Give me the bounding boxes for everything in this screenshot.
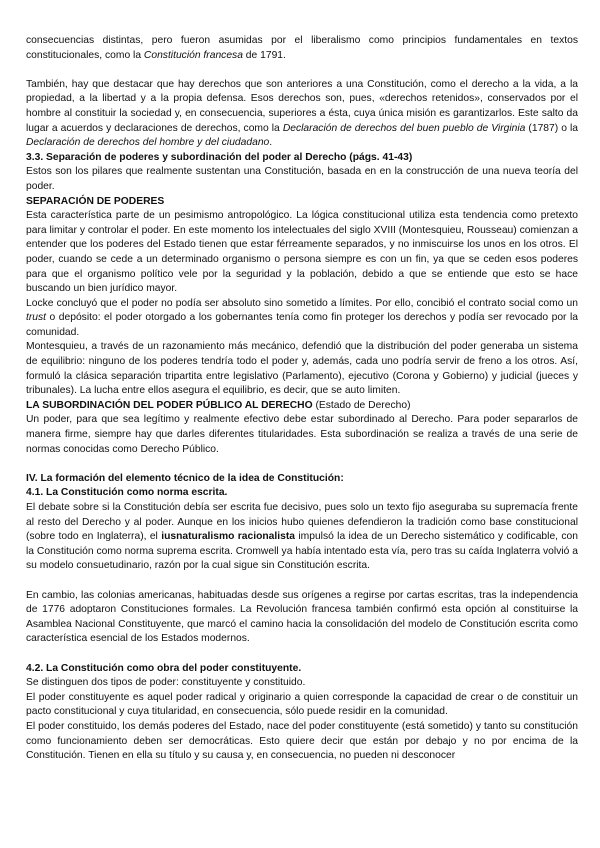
italic-text: Declaración de derechos del hombre y del ciudadano	[26, 137, 270, 149]
separacion-paragraph-montesquieu: Montesquieu, a través de un razonamiento más mecánico, defendió que la distribución del poder generaba un sistema de equilibrio: ninguno de los poderes tendría todo el poder y, además, cada uno podría servir de freno a los otros. Así, formuló la clásica separación tripartita entre legislativo (Parlamento), ejecutivo (Corona y Gobierno) y judicial (jueces y tribunales). La lucha entre ellos asegura el equilibrio, es decir, que se auto limiten.	[26, 341, 578, 397]
italic-text: trust	[26, 312, 47, 324]
text-run: o depósito: el poder otorgado a los gobernantes tenía como fin proteger los derechos y podía ser revocado por la comunidad.	[26, 312, 578, 338]
spacer	[26, 647, 578, 662]
italic-text: Declaración de derechos del buen pueblo de Virginia	[282, 122, 526, 134]
text-run: impulsó la idea de un Derecho sistemático y codificable, con la Constitución como norma suprema escrita. Cromwell ya había intentado esta vía, pero tras su caída Inglaterra volvió a su modelo consuetudinario, razón por la cual sigue sin Constitución escrita.	[26, 531, 578, 572]
intro-paragraph-2	[26, 78, 578, 151]
section-4-1-paragraph-1	[26, 501, 578, 574]
text-run: También, hay que destacar que hay derechos que son anteriores a una Constitución, como el derecho a la vida, a la propiedad, a la libertad y a la propia defensa. Esos derechos son, pues, «derechos retenidos», conservados por el hombre al constituir la sociedad y, en consecuencia, superiores a ésta, cuya única misión es garantizarlos. Este salto da lugar a acuerdos y declaraciones de derechos, como la	[26, 78, 578, 134]
subordinacion-paragraph: Un poder, para que sea legítimo y realmente efectivo debe estar subordinado al Derecho. Para poder separarlos de manera firme, siempre hay que darles diferentes titularidades. Esta subordinación se realiza a través de una serie de normas conocidas como Derecho Público.	[26, 414, 578, 455]
bold-text: iusnaturalismo racionalista	[161, 531, 296, 543]
text-run: (1787) o la	[525, 122, 578, 134]
section-iv-heading: IV. La formación del elemento técnico de la idea de Constitución:	[26, 472, 344, 484]
spacer	[26, 63, 578, 78]
separacion-paragraph-locke	[26, 297, 578, 341]
document-page	[26, 34, 578, 764]
section-4-2-paragraph-2: El poder constituyente es aquel poder radical y originario a quien corresponde la capacidad de crear o de constituir un pacto constitucional y cuya titularidad, en consecuencia, sólo puede residir en la comunidad.	[26, 691, 578, 718]
section-3-3-paragraph-1: Estos son los pilares que realmente sustentan una Constitución, basada en en la construcción de una nueva teoría del poder.	[26, 166, 578, 192]
intro-paragraph-1	[26, 34, 578, 63]
separacion-poderes-heading: SEPARACIÓN DE PODERES	[26, 195, 165, 207]
section-4-2-paragraph-3: El poder constituido, los demás poderes del Estado, nace del poder constituyente (está sometido) y tanto su constitución como funcionamiento deben ser democráticas. Esto quiere decir que están por debajo y no por encima de la Constitución. Tienen en ella su título y su causa y, en consecuencia, no pueden ni desconocer	[26, 720, 578, 762]
section-4-2-heading: 4.2. La Constitución como obra del poder constituyente.	[26, 662, 302, 674]
spacer	[26, 574, 578, 589]
section-4-2-paragraph-1: Se distinguen dos tipos de poder: constituyente y constituido.	[26, 677, 306, 689]
subordinacion-heading: LA SUBORDINACIÓN DEL PODER PÚBLICO AL DERECHO	[26, 399, 313, 411]
subordinacion-heading-line	[26, 399, 578, 414]
italic-text: Constitución francesa	[143, 49, 243, 61]
section-4-1-heading: 4.1. La Constitución como norma escrita.	[26, 487, 228, 499]
spacer	[26, 457, 578, 472]
text-run: El debate sobre si la Constitución debía ser escrita fue decisivo, pues solo un texto fijo aseguraba su supremacía frente al resto del Derecho y al poder. Aunque en los inicios hubo quienes defendieron la tradición como base constitucional (sobre todo en Inglaterra), el	[26, 502, 578, 543]
section-3-3-heading: 3.3. Separación de poderes y subordinación del poder al Derecho (págs. 41-43)	[26, 151, 413, 163]
text-run: de 1791.	[242, 49, 286, 61]
text-run: .	[269, 137, 273, 149]
text-run: consecuencias distintas, pero fueron asumidas por el liberalismo como principios fundamentales en textos constitucionales, como la	[26, 35, 578, 61]
separacion-paragraph-1: Esta característica parte de un pesimismo antropológico. La lógica constitucional utiliza esta tendencia como pretexto para limitar y controlar el poder. En este momento los intelectuales del siglo XVIII (Montesquieu, Rousseau) comienzan a entender que los poderes del Estado tienen que estar férreamente separados, y no inmiscuirse los unos en los otros. El poder, cuando se cede a un determinado organismo o persona siempre es con un fin, ya que se ceden esos poderes para que el organismo político vele por la seguridad y la población, debido a que se entiende que esto se hace buscando un bien jurídico mayor.	[26, 210, 578, 295]
subordinacion-heading-note: (Estado de Derecho)	[312, 399, 411, 411]
text-run: Locke concluyó que el poder no podía ser absoluto sino sometido a límites. Por ello, concibió el contrato social como un	[26, 297, 578, 309]
section-4-1-paragraph-2: En cambio, las colonias americanas, habituadas desde sus orígenes a regirse por cartas escritas, tras la independencia de 1776 adoptaron Constituciones formales. La Revolución francesa también confirmó esta opción al constituirse la Asamblea Nacional Constituyente, que marcó el camino hacia la consolidación del modelo de Constitución escrita como característica esencial de los Estados modernos.	[26, 589, 578, 645]
